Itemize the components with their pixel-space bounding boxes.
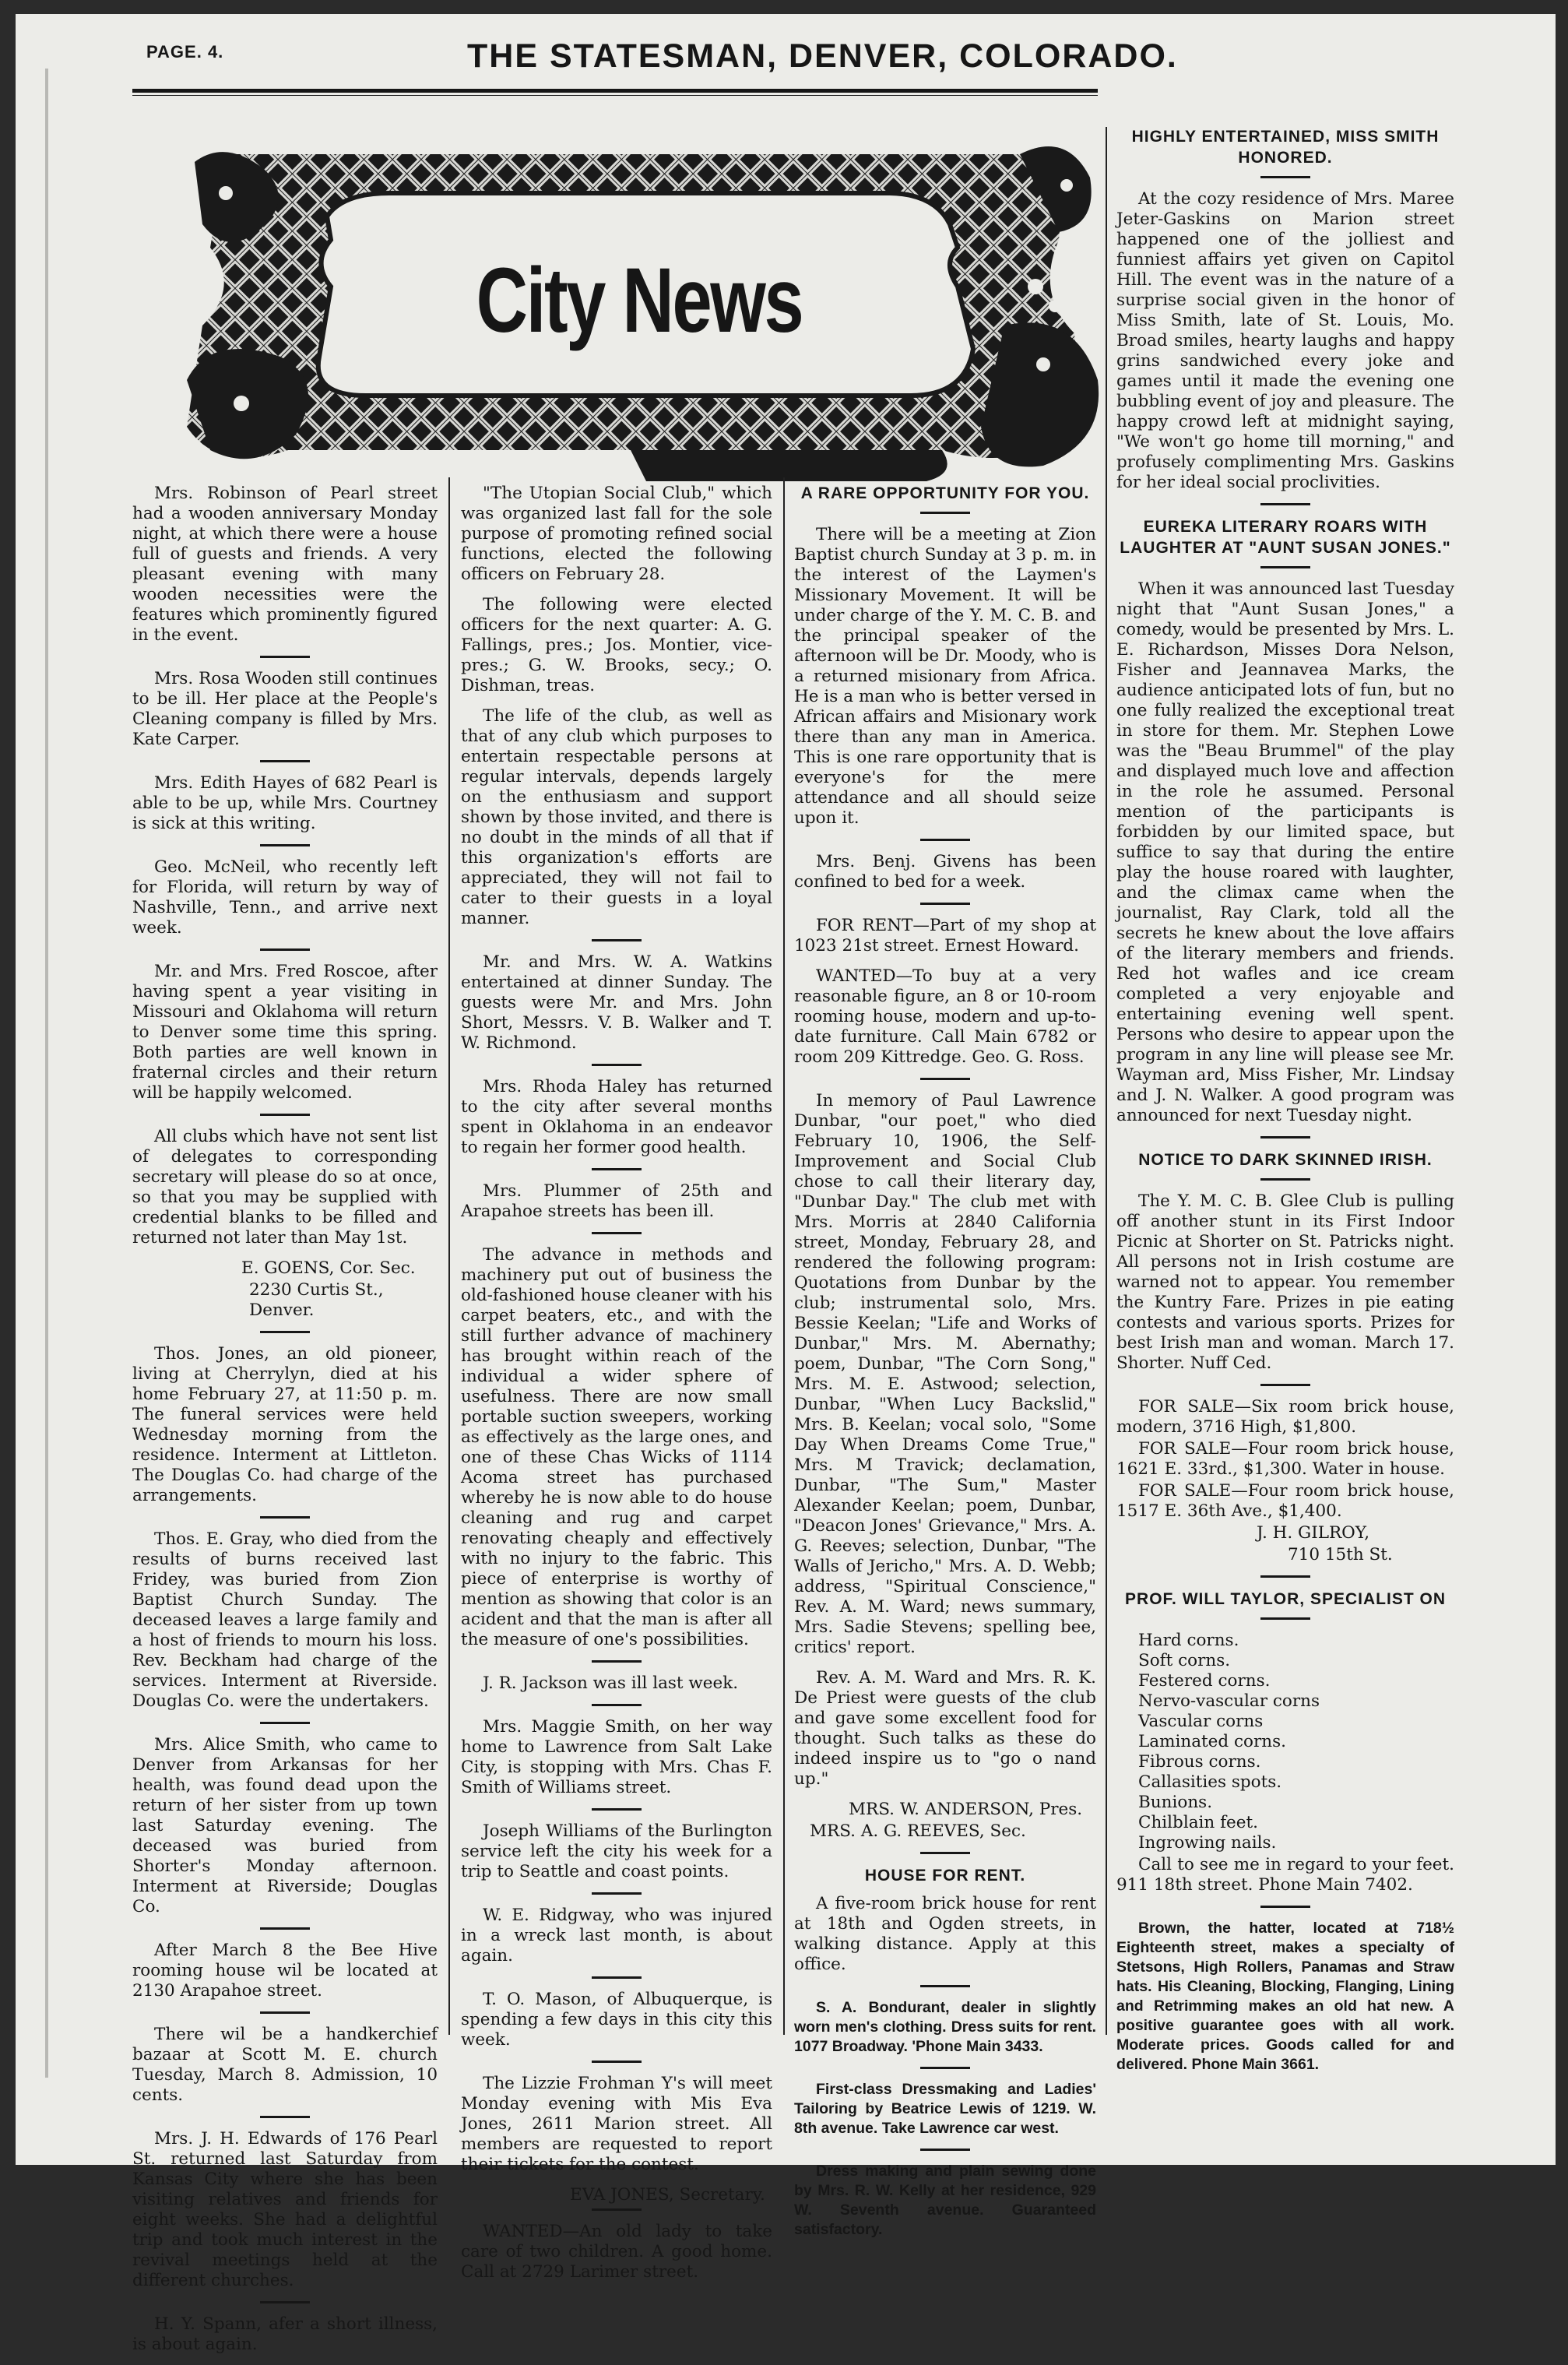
divider	[592, 1976, 642, 1979]
news-item: "The Utopian Social Club," which was organized last fall for the sole purpose of promoting refined social functions, elected the following officers on February 28.	[461, 484, 772, 584]
classified-ad: FOR SALE—Four room brick house, 1517 E. 36th Ave., $1,400.	[1116, 1481, 1454, 1521]
list-item: Fibrous corns.	[1138, 1752, 1261, 1772]
column-rule	[1106, 127, 1107, 2035]
news-item: Mrs. Edith Hayes of 682 Pearl is able to be up, while Mrs. Courtney is sick at this writing.	[132, 773, 438, 833]
divider	[1260, 503, 1310, 505]
display-ad: First-class Dressmaking and Ladies' Tailoring by Beatrice Lewis of 1219. W. 8th avenue. Take Lawrence car west.	[794, 2081, 1096, 2137]
divider	[1260, 1575, 1310, 1578]
column-rule	[448, 477, 450, 2035]
signature: MRS. W. ANDERSON, Pres.	[849, 1800, 1083, 1819]
divider	[920, 903, 970, 905]
divider	[592, 2208, 642, 2211]
news-item: Mrs. Maggie Smith, on her way home to Lawrence from Salt Lake City, is stopping with Mrs. Chas F. Smith of Williams street.	[461, 1717, 772, 1797]
list-item: Festered corns.	[1138, 1671, 1271, 1691]
headline: HIGHLY ENTERTAINED, MISS SMITH HONORED.	[1131, 128, 1440, 167]
divider	[592, 1064, 642, 1066]
column-rule	[783, 477, 785, 2035]
banner-title: City News	[476, 249, 803, 352]
divider	[592, 1168, 642, 1170]
divider	[920, 1078, 970, 1080]
news-item: T. O. Mason, of Albuquerque, is spending a few days in this city this week.	[461, 1990, 772, 2050]
news-item: Rev. A. M. Ward and Mrs. R. K. De Priest were guests of the club and gave some excellent food for thought. Such talks as these do indeed inspire us to "go o nand up."	[794, 1668, 1096, 1789]
divider	[592, 1232, 642, 1234]
news-item: Mrs. Benj. Givens has been confined to bed for a week.	[794, 852, 1096, 892]
divider	[260, 1722, 310, 1724]
news-item: All clubs which have not sent list of delegates to corresponding secretary will please do so at once, so that you may be supplied with credential blanks to be filled and returned not later than May 1st.	[132, 1127, 438, 1248]
classified-ad: WANTED—An old lady to take care of two children. A good home. Call at 2729 Larimer street.	[461, 2222, 772, 2282]
headline: PROF. WILL TAYLOR, SPECIALIST ON	[1125, 1590, 1446, 1608]
news-item: After March 8 the Bee Hive rooming house wil be located at 2130 Arapahoe street.	[132, 1941, 438, 2001]
divider	[592, 939, 642, 941]
divider	[260, 1516, 310, 1519]
divider	[1260, 1906, 1310, 1908]
news-item: Geo. McNeil, who recently left for Florida, will return by way of Nashville, Tenn., and arrive next week.	[132, 857, 438, 938]
news-item: Mr. and Mrs. Fred Roscoe, after having spent a year visiting in Missouri and Oklahoma will return to Denver some time this spring. Both parties are well known in fraternal circles and their return will be happily welcomed.	[132, 962, 438, 1103]
news-item: Joseph Williams of the Burlington service left the city his week for a trip to Seattle and coast points.	[461, 1821, 772, 1881]
column-3	[794, 480, 1096, 2250]
signature-address: 710 15th St.	[1288, 1545, 1393, 1564]
divider	[260, 656, 310, 658]
news-item: The following were elected officers for the next quarter: A. G. Fallings, pres.; Jos. Montier, vice-pres.; G. W. Brooks, secy.; O. Dishman, treas.	[461, 595, 772, 695]
divider	[592, 2061, 642, 2063]
news-item: The life of the club, as well as that of any club which purposes to entertain respectable persons at regular intervals, depends largely on the enthusiasm and support shown by those invited, and there is no doubt in the minds of all that if this organization's efforts are appreciated, they will not fail to cater to their guests in a loyal manner.	[461, 706, 772, 928]
list-item: Bunions.	[1138, 1793, 1213, 1812]
headline: EUREKA LITERARY ROARS WITH LAUGHTER AT "AUNT SUSAN JONES."	[1120, 518, 1451, 557]
divider	[1260, 566, 1310, 568]
news-item: Call to see me in regard to your feet. 911 18th street. Phone Main 7402.	[1116, 1855, 1454, 1895]
divider	[592, 1704, 642, 1706]
news-item: Mrs. Robinson of Pearl street had a wooden anniversary Monday night, at which there were a house full of guests and friends. A very pleasant evening with many wooden necessities were the features which prominently figured in the event.	[132, 484, 438, 645]
column-2	[461, 484, 772, 2293]
news-item: At the cozy residence of Mrs. Maree Jeter-Gaskins on Marion street happened one of the jolliest and funniest affairs yet given on Capitol Hill. The event was in the nature of a surprise social given in the honor of Miss Smith, late of St. Louis, Mo. Broad smiles, hearty laughs and happy grins sandwiched every joke and games until it made the evening one bubbling event of joy and pleasure. The happy crowd left at midnight saying, "We won't go home till morning," and profusely complimenting Mrs. Gaskins for her ideal social proclivities.	[1116, 189, 1454, 492]
divider	[260, 1927, 310, 1930]
classified-ad: FOR RENT—Part of my shop at 1023 21st street. Ernest Howard.	[794, 916, 1096, 956]
news-item: There wil be a handkerchief bazaar at Scott M. E. church Tuesday, March 8. Admission, 10 cents.	[132, 2025, 438, 2105]
masthead	[16, 14, 1556, 92]
masthead-rule	[132, 89, 1098, 93]
classified-ad: FOR SALE—Six room brick house, modern, 3716 High, $1,800.	[1116, 1397, 1454, 1437]
divider	[1260, 1617, 1310, 1620]
news-item: Mrs. Alice Smith, who came to Denver from Arkansas for her health, was found dead upon the return of her sister from up town last Saturday evening. The deceased was buried from Shorter's Monday afternoon. Interment at Riverside; Douglas Co.	[132, 1735, 438, 1916]
list-item: Soft corns.	[1138, 1651, 1231, 1670]
divider	[260, 844, 310, 846]
signature: J. H. GILROY,	[1257, 1523, 1370, 1543]
classified-ad: A five-room brick house for rent at 18th and Ogden streets, in walking distance. Apply at this office.	[794, 1894, 1096, 1974]
divider	[920, 1985, 970, 1987]
classified-ad: FOR SALE—Four room brick house, 1621 E. 33rd., $1,300. Water in house.	[1116, 1439, 1454, 1479]
list-item: Vascular corns	[1138, 1712, 1264, 1731]
divider	[920, 512, 970, 514]
divider	[592, 1660, 642, 1663]
signature-address: 2230 Curtis St., Denver.	[249, 1280, 384, 1320]
list-item: Hard corns.	[1138, 1631, 1239, 1650]
newspaper-page	[16, 14, 1556, 2354]
signature: E. GOENS, Cor. Sec.	[241, 1258, 416, 1278]
news-item: Thos. Jones, an old pioneer, living at Cherrylyn, died at his home February 27, at 11:50 p. m. The funeral services were held Wednesday morning from the residence. Interment at Littleton. The Douglas Co. had charge of the arrangements.	[132, 1344, 438, 1505]
column-4	[1116, 123, 1454, 2085]
news-item: Mrs. J. H. Edwards of 176 Pearl St. returned last Saturday from Kansas City where she has been visiting relatives and friends for eight weeks. She had a delightful trip and took much interest in the revival meetings held at the different churches.	[132, 2129, 438, 2290]
news-item: The Lizzie Frohman Y's will meet Monday evening with Mis Eva Jones, 2611 Marion street. All members are requested to report their tickets for the contest.	[461, 2074, 772, 2174]
signature: EVA JONES, Secretary.	[570, 2185, 765, 2205]
divider	[1260, 176, 1310, 178]
display-ad: Brown, the hatter, located at 718½ Eighteenth street, makes a specialty of Stetsons, High Rollers, Panamas and Straw hats. His Cleaning, Blocking, Flanging, Lining and Retrimming makes an old hat new. A positive guarantee goes with all work. Moderate prices. Goods called for and delivered. Phone Main 3661.	[1116, 1920, 1454, 2073]
column-1	[132, 484, 438, 2365]
masthead-rule-thin	[132, 95, 1098, 96]
city-news-banner	[163, 131, 1115, 481]
news-item: When it was announced last Tuesday night that "Aunt Susan Jones," a comedy, would be presented by Mrs. L. E. Richardson, Misses Dora Nelson, Fisher and Jeannavea Marks, the audience anticipated lots of fun, but no one fully realized the exceptional treat in store for them. Mr. Stephen Lowe was the "Beau Brummel" of the play and displayed much love and affection in the role he assumed. Personal mention of the participants is forbidden by our limited space, but suffice to say that during the entire play the house roared with laughter, and the climax came when the journalist, Ray Clark, told all the secrets he knew about the love affairs of the literary members and friends. Red hot wafles and ice cream completed a very enjoyable and entertaining evening well spent. Persons who desire to appear upon the program in any line will please see Mr. Wayman ard, Miss Fisher, Mr. Lindsay and J. N. Walker. A good program was announced for next Tuesday night.	[1116, 579, 1454, 1125]
list-item: Ingrowing nails.	[1138, 1833, 1277, 1853]
news-item: The advance in methods and machinery put out of business the old-fashioned house cleaner with his carpet beaters, etc., and with the still further advance of machinery has brought within reach of the individual a wider sphere of usefulness. There are now small portable suction sweepers, working as effectively as the large ones, and one of these Chas Wicks of 1114 Acoma street has purchased whereby he is now able to do house cleaning and rug and carpet renovating cheaply and effectively with no injury to the fabric. This piece of enterprise is worthy of mention as showing that color is an acident and that the man is after all the measure of one's possibilities.	[461, 1245, 772, 1649]
display-ad: Dress making and plain sewing done by Mrs. R. W. Kelly at her residence, 929 W. Seventh avenue. Guaranteed satisfactory.	[794, 2163, 1096, 2238]
news-item: J. R. Jackson was ill last week.	[483, 1673, 739, 1693]
divider	[592, 1892, 642, 1895]
divider	[1260, 1178, 1310, 1181]
divider	[920, 2067, 970, 2069]
news-item: Mrs. Rosa Wooden still continues to be ill. Her place at the People's Cleaning company is filled by Mrs. Kate Carper.	[132, 669, 438, 749]
news-item: In memory of Paul Lawrence Dunbar, "our poet," who died February 10, 1906, the Self-Improvement and Social Club chose to call their literary day, "Dunbar Day." The club met with Mrs. Morris at 2840 California street, Monday, February 28, and rendered the following program: Quotations from Dunbar by the club; instrumental solo, Mrs. Bessie Keelan; "Life and Works of Dunbar," Mrs. M. Abernathy; poem, Dunbar, "The Corn Song," Mrs. M. E. Astwood; selection, Dunbar, "When Lucy Backslid," Mrs. B. Keelan; vocal solo, "Some Day When Dreams Come True," Mrs. M Travick; declamation, Dunbar, "The Sum," Master Alexander Keelan; poem, Dunbar, "Deacon Jones' Grievance," Mrs. A. G. Reeves; selection, Dunbar, "The Walls of Jericho," Mrs. A. D. Webb; address, "Spiritual Conscience," Rev. A. M. Ward; news summary, Mrs. Sadie Stevens; spelling bee, critics' report.	[794, 1091, 1096, 1657]
divider	[260, 2301, 310, 2303]
news-item: Mr. and Mrs. W. A. Watkins entertained at dinner Sunday. The guests were Mr. and Mrs. John Short, Messrs. V. B. Walker and T. W. Richmond.	[461, 952, 772, 1053]
signature: MRS. A. G. REEVES, Sec.	[810, 1821, 1026, 1841]
news-item: There will be a meeting at Zion Baptist church Sunday at 3 p. m. in the interest of the Laymen's Missionary Movement. It will be under charge of the Y. M. C. B. and the principal speaker of the afternoon will be Dr. Moody, who is a returned misionary from Africa. He is a man who is better versed in African affairs and Misionary work there than any man in America. This is one rare opportunity that is everyone's for the mere attendance and all should seize upon it.	[794, 525, 1096, 828]
list-item: Nervo-vascular corns	[1138, 1691, 1320, 1711]
divider	[920, 1852, 970, 1854]
headline: NOTICE TO DARK SKINNED IRISH.	[1138, 1151, 1433, 1169]
page-number: PAGE. 4.	[146, 42, 224, 62]
divider	[1260, 1384, 1310, 1386]
news-item: The Y. M. C. B. Glee Club is pulling off another stunt in its First Indoor Picnic at Shorter on St. Patricks night. All persons not in Irish costume are warned not to appear. You remember the Kuntry Fare. Prizes in pie eating contests and various sports. Prizes for best Irish man and woman. March 17. Shorter. Nuff Ced.	[1116, 1191, 1454, 1373]
divider	[260, 2011, 310, 2014]
divider	[920, 839, 970, 841]
divider	[260, 948, 310, 951]
news-item: W. E. Ridgway, who was injured in a wreck last month, is about again.	[461, 1906, 772, 1966]
list-item: Laminated corns.	[1138, 1732, 1286, 1751]
divider	[260, 1331, 310, 1333]
headline: HOUSE FOR RENT.	[864, 1867, 1026, 1885]
news-item: Thos. E. Gray, who died from the results of burns received last Fridey, was buried from Zion Baptist Church Sunday. The deceased leaves a large family and a host of friends to mourn his loss. Rev. Beckham had charge of the services. Interment at Riverside. Douglas Co. were the undertakers.	[132, 1529, 438, 1711]
ailment-list	[1116, 1631, 1454, 1853]
newspaper-title: THE STATESMAN, DENVER, COLORADO.	[467, 37, 1178, 75]
display-ad: S. A. Bondurant, dealer in slightly worn men's clothing. Dress suits for rent. 1077 Broadway. 'Phone Main 3433.	[794, 1999, 1096, 2055]
classified-ad: WANTED—To buy at a very reasonable figure, an 8 or 10-room rooming house, modern and up-to-date furniture. Call Main 6782 or room 209 Kittredge. Geo. G. Ross.	[794, 966, 1096, 1067]
list-item: Chilblain feet.	[1138, 1813, 1258, 1832]
news-item: Mrs. Rhoda Haley has returned to the city after several months spent in Oklahoma in an endeavor to regain her former good health.	[461, 1077, 772, 1157]
divider	[1260, 1136, 1310, 1139]
divider	[260, 1114, 310, 1116]
divider	[920, 2149, 970, 2151]
divider	[592, 1808, 642, 1811]
news-item: Mrs. Plummer of 25th and Arapahoe streets has been ill.	[461, 1181, 772, 1221]
divider	[260, 760, 310, 762]
divider	[260, 2116, 310, 2118]
news-item: H. Y. Spann, afer a short illness, is about again.	[132, 2314, 438, 2354]
headline: A RARE OPPORTUNITY FOR YOU.	[800, 484, 1090, 502]
list-item: Callasities spots.	[1138, 1772, 1282, 1792]
